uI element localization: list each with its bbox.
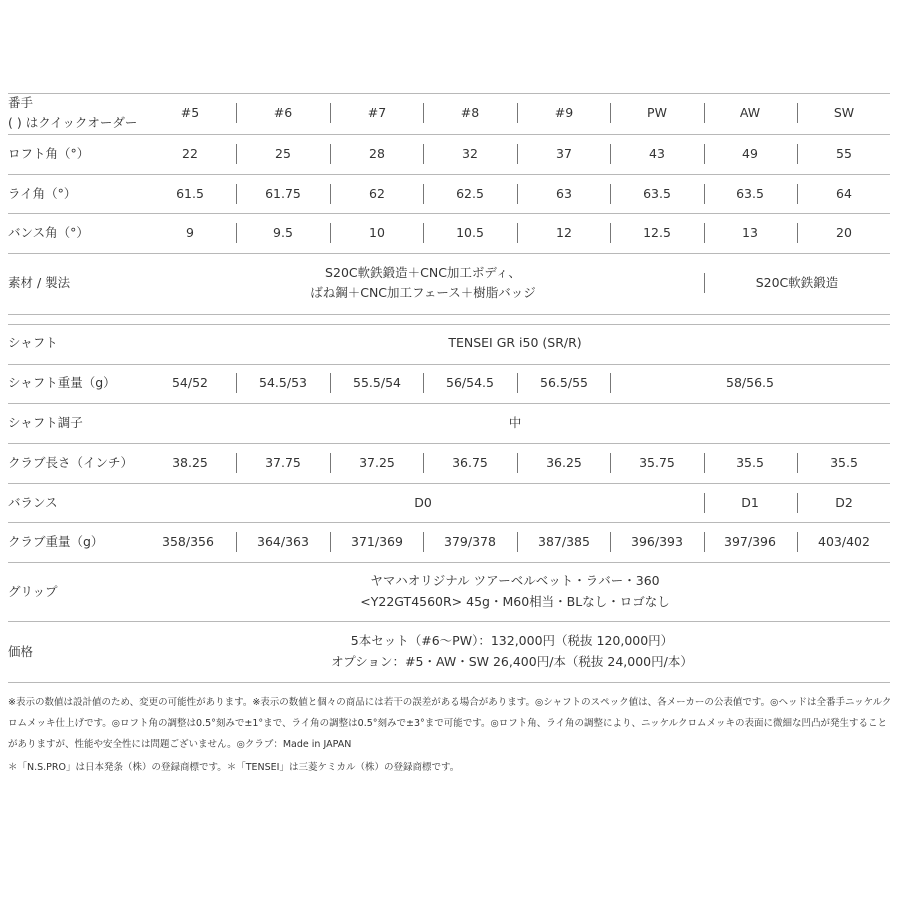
separator (423, 453, 424, 473)
rule (8, 682, 890, 683)
rule (8, 522, 890, 523)
col-sw: SW (833, 105, 855, 120)
row-label-shaft-weight: シャフト重量（g） (8, 375, 116, 390)
price-line-1: 5本セット（#6〜PW）：132,000円（税抜 120,000円） (350, 633, 674, 648)
grip-line-2: <Y22GT4560R> 45g・M60相当・BLなし・ロゴなし (360, 594, 670, 609)
separator (423, 373, 424, 393)
separator (517, 103, 518, 123)
bounce-value: 10 (369, 225, 385, 240)
col-8: #8 (460, 105, 480, 120)
separator (236, 532, 237, 552)
col-aw: AW (739, 105, 761, 120)
separator (423, 184, 424, 204)
grip-line-1: ヤマハオリジナル ツアーベルベット・ラバー・360 (370, 573, 660, 588)
disclaimer-notes: ※表示の数値は設計値のため、変更の可能性があります。※表示の数値と個々の商品には若干の誤差がある場合があります。◎シャフトのスペック値は、各メーカーの公表値です。◎ヘッドは全番手ニッケルクロムメッキ仕上げです。◎ロフト角の調整は0.5°刻みで±1°まで、ライ角の調整は0.5°刻みで±3°まで可能です。◎ロフト角、ライ角の調整により、ニッケルクロムメッキの表面に微細な凹凸が発生することがありますが、性能や安全性には問題ございません。◎クラブ：Made in JAPAN (8, 697, 892, 750)
shaft-weight-value: 54.5/53 (259, 375, 307, 390)
rule (8, 621, 890, 622)
club-weight-value: 371/369 (351, 534, 403, 549)
separator (236, 144, 237, 164)
separator (610, 373, 611, 393)
separator (797, 532, 798, 552)
row-label-club-weight: クラブ重量（g） (8, 534, 104, 549)
separator (330, 103, 331, 123)
separator (704, 103, 705, 123)
rule (8, 443, 890, 444)
separator (517, 532, 518, 552)
balance-merged: D0 (414, 495, 432, 510)
loft-value: 22 (182, 146, 198, 161)
club-weight-value: 403/402 (818, 534, 870, 549)
length-value: 36.25 (546, 455, 582, 470)
balance-sw: D2 (835, 495, 853, 510)
separator (517, 373, 518, 393)
loft-value: 25 (275, 146, 291, 161)
row-label-lie: ライ角（°） (8, 186, 77, 201)
separator (423, 103, 424, 123)
lie-value: 61.5 (176, 186, 204, 201)
separator (423, 144, 424, 164)
lie-value: 63.5 (736, 186, 764, 201)
separator (330, 532, 331, 552)
separator (704, 184, 705, 204)
length-value: 36.75 (452, 455, 488, 470)
row-label-shaft: シャフト (8, 335, 58, 350)
rule (8, 253, 890, 254)
shaft-weight-value: 56.5/55 (540, 375, 588, 390)
row-label-grip: グリップ (8, 584, 58, 599)
bounce-value: 10.5 (456, 225, 484, 240)
bounce-value: 13 (742, 225, 758, 240)
lie-value: 64 (836, 186, 852, 201)
separator (423, 532, 424, 552)
col-pw: PW (647, 105, 667, 120)
header-sublabel: ( ) はクイックオーダー (8, 115, 138, 130)
rule (8, 483, 890, 484)
separator (236, 223, 237, 243)
separator (704, 223, 705, 243)
separator (330, 453, 331, 473)
separator (330, 373, 331, 393)
bounce-value: 9.5 (273, 225, 293, 240)
separator (797, 144, 798, 164)
rule (8, 364, 890, 365)
separator (610, 103, 611, 123)
length-value: 35.5 (736, 455, 764, 470)
separator (610, 223, 611, 243)
separator (236, 453, 237, 473)
club-weight-value: 397/396 (724, 534, 776, 549)
shaft-weight-merged: 58/56.5 (726, 375, 774, 390)
balance-aw: D1 (741, 495, 759, 510)
separator (797, 223, 798, 243)
separator (797, 184, 798, 204)
bounce-value: 12.5 (643, 225, 671, 240)
club-weight-value: 364/363 (257, 534, 309, 549)
row-label-balance: バランス (8, 495, 58, 510)
bounce-value: 12 (556, 225, 572, 240)
material-wedge: S20C軟鉄鍛造 (755, 275, 839, 290)
lie-value: 62.5 (456, 186, 484, 201)
bounce-value: 9 (186, 225, 194, 240)
separator (236, 103, 237, 123)
shaft-weight-value: 55.5/54 (353, 375, 401, 390)
separator (330, 223, 331, 243)
club-weight-value: 396/393 (631, 534, 683, 549)
row-label-flex: シャフト調子 (8, 415, 83, 430)
price-line-2: オプション：#5・AW・SW 26,400円/本（税抜 24,000円/本） (331, 654, 693, 669)
length-value: 38.25 (172, 455, 208, 470)
loft-value: 37 (556, 146, 572, 161)
rule (8, 134, 890, 135)
shaft-weight-value: 54/52 (171, 375, 209, 390)
lie-value: 63.5 (643, 186, 671, 201)
rule (8, 403, 890, 404)
row-label-length: クラブ長さ（インチ） (8, 455, 134, 470)
bounce-value: 20 (836, 225, 852, 240)
separator (236, 373, 237, 393)
separator (704, 493, 705, 513)
shaft-value: TENSEI GR i50 (SR/R) (448, 335, 582, 350)
row-label-bounce: バンス角（°） (8, 225, 89, 240)
col-7: #7 (367, 105, 387, 120)
col-6: #6 (273, 105, 293, 120)
lie-value: 62 (369, 186, 385, 201)
row-label-material: 素材 / 製法 (8, 275, 71, 290)
loft-value: 43 (649, 146, 665, 161)
separator (330, 144, 331, 164)
rule (8, 324, 890, 325)
separator (517, 184, 518, 204)
shaft-weight-value: 56/54.5 (446, 375, 494, 390)
separator (330, 184, 331, 204)
length-value: 35.75 (639, 455, 675, 470)
separator (704, 273, 705, 293)
separator (610, 184, 611, 204)
lie-value: 61.75 (265, 186, 301, 201)
separator (704, 532, 705, 552)
club-weight-value: 379/378 (444, 534, 496, 549)
loft-value: 28 (369, 146, 385, 161)
header-label: 番手 (8, 95, 34, 110)
flex-value: 中 (508, 415, 522, 430)
separator (517, 144, 518, 164)
col-9: #9 (554, 105, 574, 120)
separator (610, 144, 611, 164)
length-value: 37.25 (359, 455, 395, 470)
separator (610, 453, 611, 473)
separator (517, 223, 518, 243)
separator (236, 184, 237, 204)
separator (797, 453, 798, 473)
club-weight-value: 358/356 (162, 534, 214, 549)
separator (704, 453, 705, 473)
loft-value: 55 (836, 146, 852, 161)
separator (797, 493, 798, 513)
separator (517, 453, 518, 473)
rule (8, 93, 890, 94)
rule (8, 174, 890, 175)
separator (704, 144, 705, 164)
separator (423, 223, 424, 243)
material-body: S20C軟鉄鍛造＋CNC加工ボディ、 (325, 265, 521, 280)
rule (8, 213, 890, 214)
col-5: #5 (180, 105, 200, 120)
length-value: 37.75 (265, 455, 301, 470)
rule (8, 562, 890, 563)
club-weight-value: 387/385 (538, 534, 590, 549)
length-value: 35.5 (830, 455, 858, 470)
material-face: ばね鋼＋CNC加工フェース＋樹脂バッジ (310, 285, 536, 300)
lie-value: 63 (556, 186, 572, 201)
separator (610, 532, 611, 552)
loft-value: 49 (742, 146, 758, 161)
loft-value: 32 (462, 146, 478, 161)
rule (8, 314, 890, 315)
trademark-note: ＊「N.S.PRO」は日本発条（株）の登録商標です。＊「TENSEI」は三菱ケミカル（株）の登録商標です。 (8, 762, 460, 773)
separator (797, 103, 798, 123)
row-label-price: 価格 (8, 644, 34, 659)
row-label-loft: ロフト角（°） (8, 146, 90, 161)
